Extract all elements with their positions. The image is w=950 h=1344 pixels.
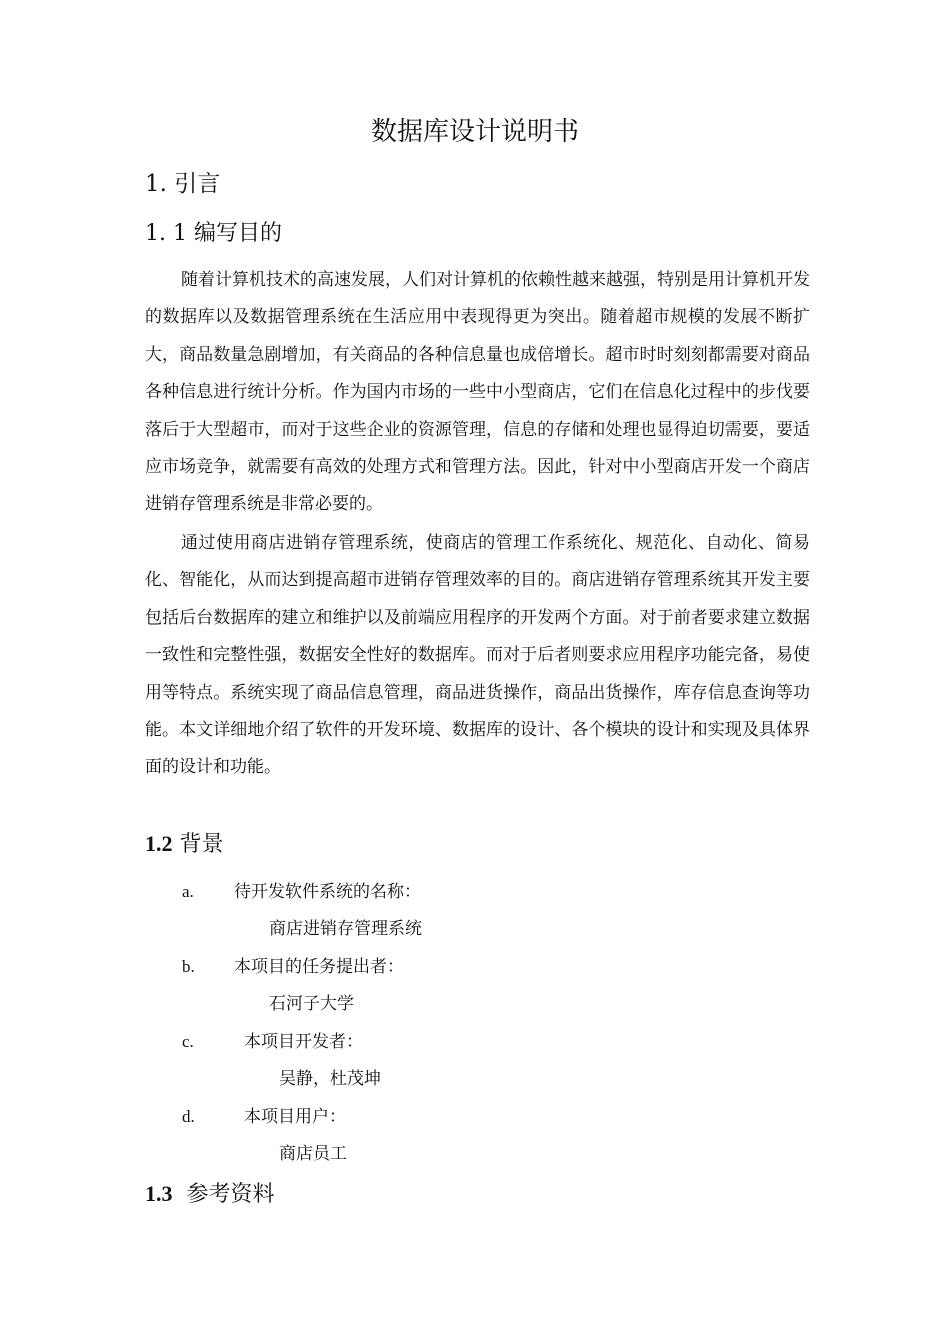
section-heading-references [145, 1178, 275, 1211]
section-number: 1.3 [145, 1181, 173, 1206]
list-item-value: 商店员工 [279, 1144, 347, 1164]
section-heading-text: 背景 [179, 832, 224, 857]
document-title: 数据库设计说明书 [370, 117, 579, 147]
list-marker: a. [182, 882, 194, 901]
list-item-label: 待开发软件系统的名称： [234, 882, 421, 902]
section-heading-intro: 1. 引言 [145, 171, 221, 197]
list-item-label: 本项目的任务提出者： [234, 957, 404, 977]
section-heading-purpose: 1. 1 编写目的 [145, 221, 282, 246]
list-marker: b. [182, 957, 195, 976]
list-marker: d. [182, 1107, 195, 1126]
list-item-label: 本项目开发者： [244, 1032, 363, 1052]
section-heading-text: 参考资料 [186, 1182, 275, 1207]
list-item-value: 吴静，杜茂坤 [279, 1069, 381, 1089]
list-item-label: 本项目用户： [244, 1107, 346, 1127]
section-number: 1.2 [145, 831, 173, 856]
paragraph-purpose-2: 通过使用商店进销存管理系统，使商店的管理工作系统化、规范化、自动化、简易化、智能化，从而达到提高超市进销存管理效率的目的。商店进销存管理系统其开发主要包括后台数据库的建立和维护以及前端应用程序的开发两个方面。对于前者要求建立数据一致性和完整性强，数据安全性好的数据库。而对于后者则要求应用程序功能完备，易使用等特点。系统实现了商品信息管理，商品进货操作，商品出货操作，库存信息查询等功能。本文详细地介绍了软件的开发环境、数据库的设计、各个模块的设计和实现及具体界面的设计和功能。 [145, 533, 810, 778]
list-item-value: 商店进销存管理系统 [269, 919, 422, 939]
list-item-value: 石河子大学 [269, 994, 354, 1014]
paragraph-purpose-1: 随着计算机技术的高速发展，人们对计算机的依赖性越来越强，特别是用计算机开发的数据库以及数据管理系统在生活应用中表现得更为突出。随着超市规模的发展不断扩大，商品数量急剧增加，有关商品的各种信息量也成倍增长。超市时时刻刻都需要对商品各种信息进行统计分析。作为国内市场的一些中小型商店，它们在信息化过程中的步伐要落后于大型超市，而对于这些企业的资源管理，信息的存储和处理也显得迫切需要，要适应市场竞争，就需要有高效的处理方式和管理方法。因此，针对中小型商店开发一个商店进销存管理系统是非常必要的。 [145, 270, 810, 515]
section-heading-background [145, 828, 224, 861]
list-marker: c. [182, 1032, 194, 1051]
